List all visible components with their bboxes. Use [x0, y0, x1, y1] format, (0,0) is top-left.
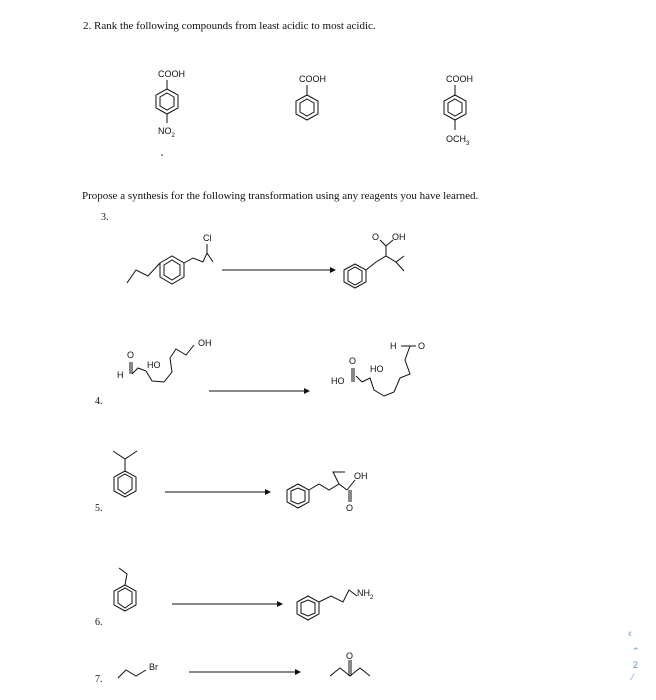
- cooh-label: COOH: [299, 74, 326, 84]
- question-2-text: 2. Rank the following compounds from least acidic to most acidic.: [83, 20, 376, 32]
- ho-label: HO: [370, 364, 384, 374]
- ho-label: HO: [331, 376, 345, 386]
- reaction-7: [118, 651, 370, 678]
- reaction-6: [114, 568, 374, 620]
- page-slash-icon: ⁄: [632, 672, 634, 682]
- cooh-label: COOH: [158, 69, 185, 79]
- o-label: O: [372, 232, 380, 242]
- o-label: O: [346, 651, 354, 661]
- reaction-4: [117, 338, 425, 396]
- oh-label: OH: [198, 338, 212, 348]
- page-number: 2: [633, 660, 639, 670]
- reaction-3: [127, 232, 406, 288]
- h-label: H: [390, 341, 397, 351]
- och3-label: $OCH_3$: [446, 134, 470, 147]
- br-label: Br: [149, 662, 158, 672]
- problem-number-7: 7.: [95, 674, 103, 685]
- oh-label: OH: [392, 232, 406, 242]
- o-label: O: [346, 503, 354, 513]
- chevron-left-icon[interactable]: ‹: [628, 628, 632, 640]
- compound-benzoic-acid: [296, 74, 326, 120]
- problem-number-5: 5.: [95, 503, 103, 514]
- synthesis-instruction: Propose a synthesis for the following transformation using any reagents you have learned.: [82, 190, 479, 202]
- cl-label: Cl: [203, 233, 212, 243]
- problem-number-4: 4.: [95, 396, 103, 407]
- reaction-5: [113, 451, 368, 513]
- nh2-label: $NH_2$: [357, 588, 374, 601]
- cooh-label: COOH: [446, 74, 473, 84]
- o-label: O: [418, 341, 426, 351]
- o-label: O: [349, 356, 357, 366]
- no2-label: $NO_2$: [158, 126, 175, 139]
- problem-number-6: 6.: [95, 617, 103, 628]
- page-up-chevron-icon[interactable]: ⌃: [632, 646, 640, 656]
- ho-label: HO: [147, 360, 161, 370]
- oh-label: OH: [354, 471, 368, 481]
- compound-nitrobenzoic-acid: [156, 69, 185, 156]
- h-label: H: [117, 370, 124, 380]
- o-label: O: [127, 350, 135, 360]
- compound-methoxybenzoic-acid: [444, 74, 473, 147]
- problem-number-3: 3.: [101, 212, 109, 223]
